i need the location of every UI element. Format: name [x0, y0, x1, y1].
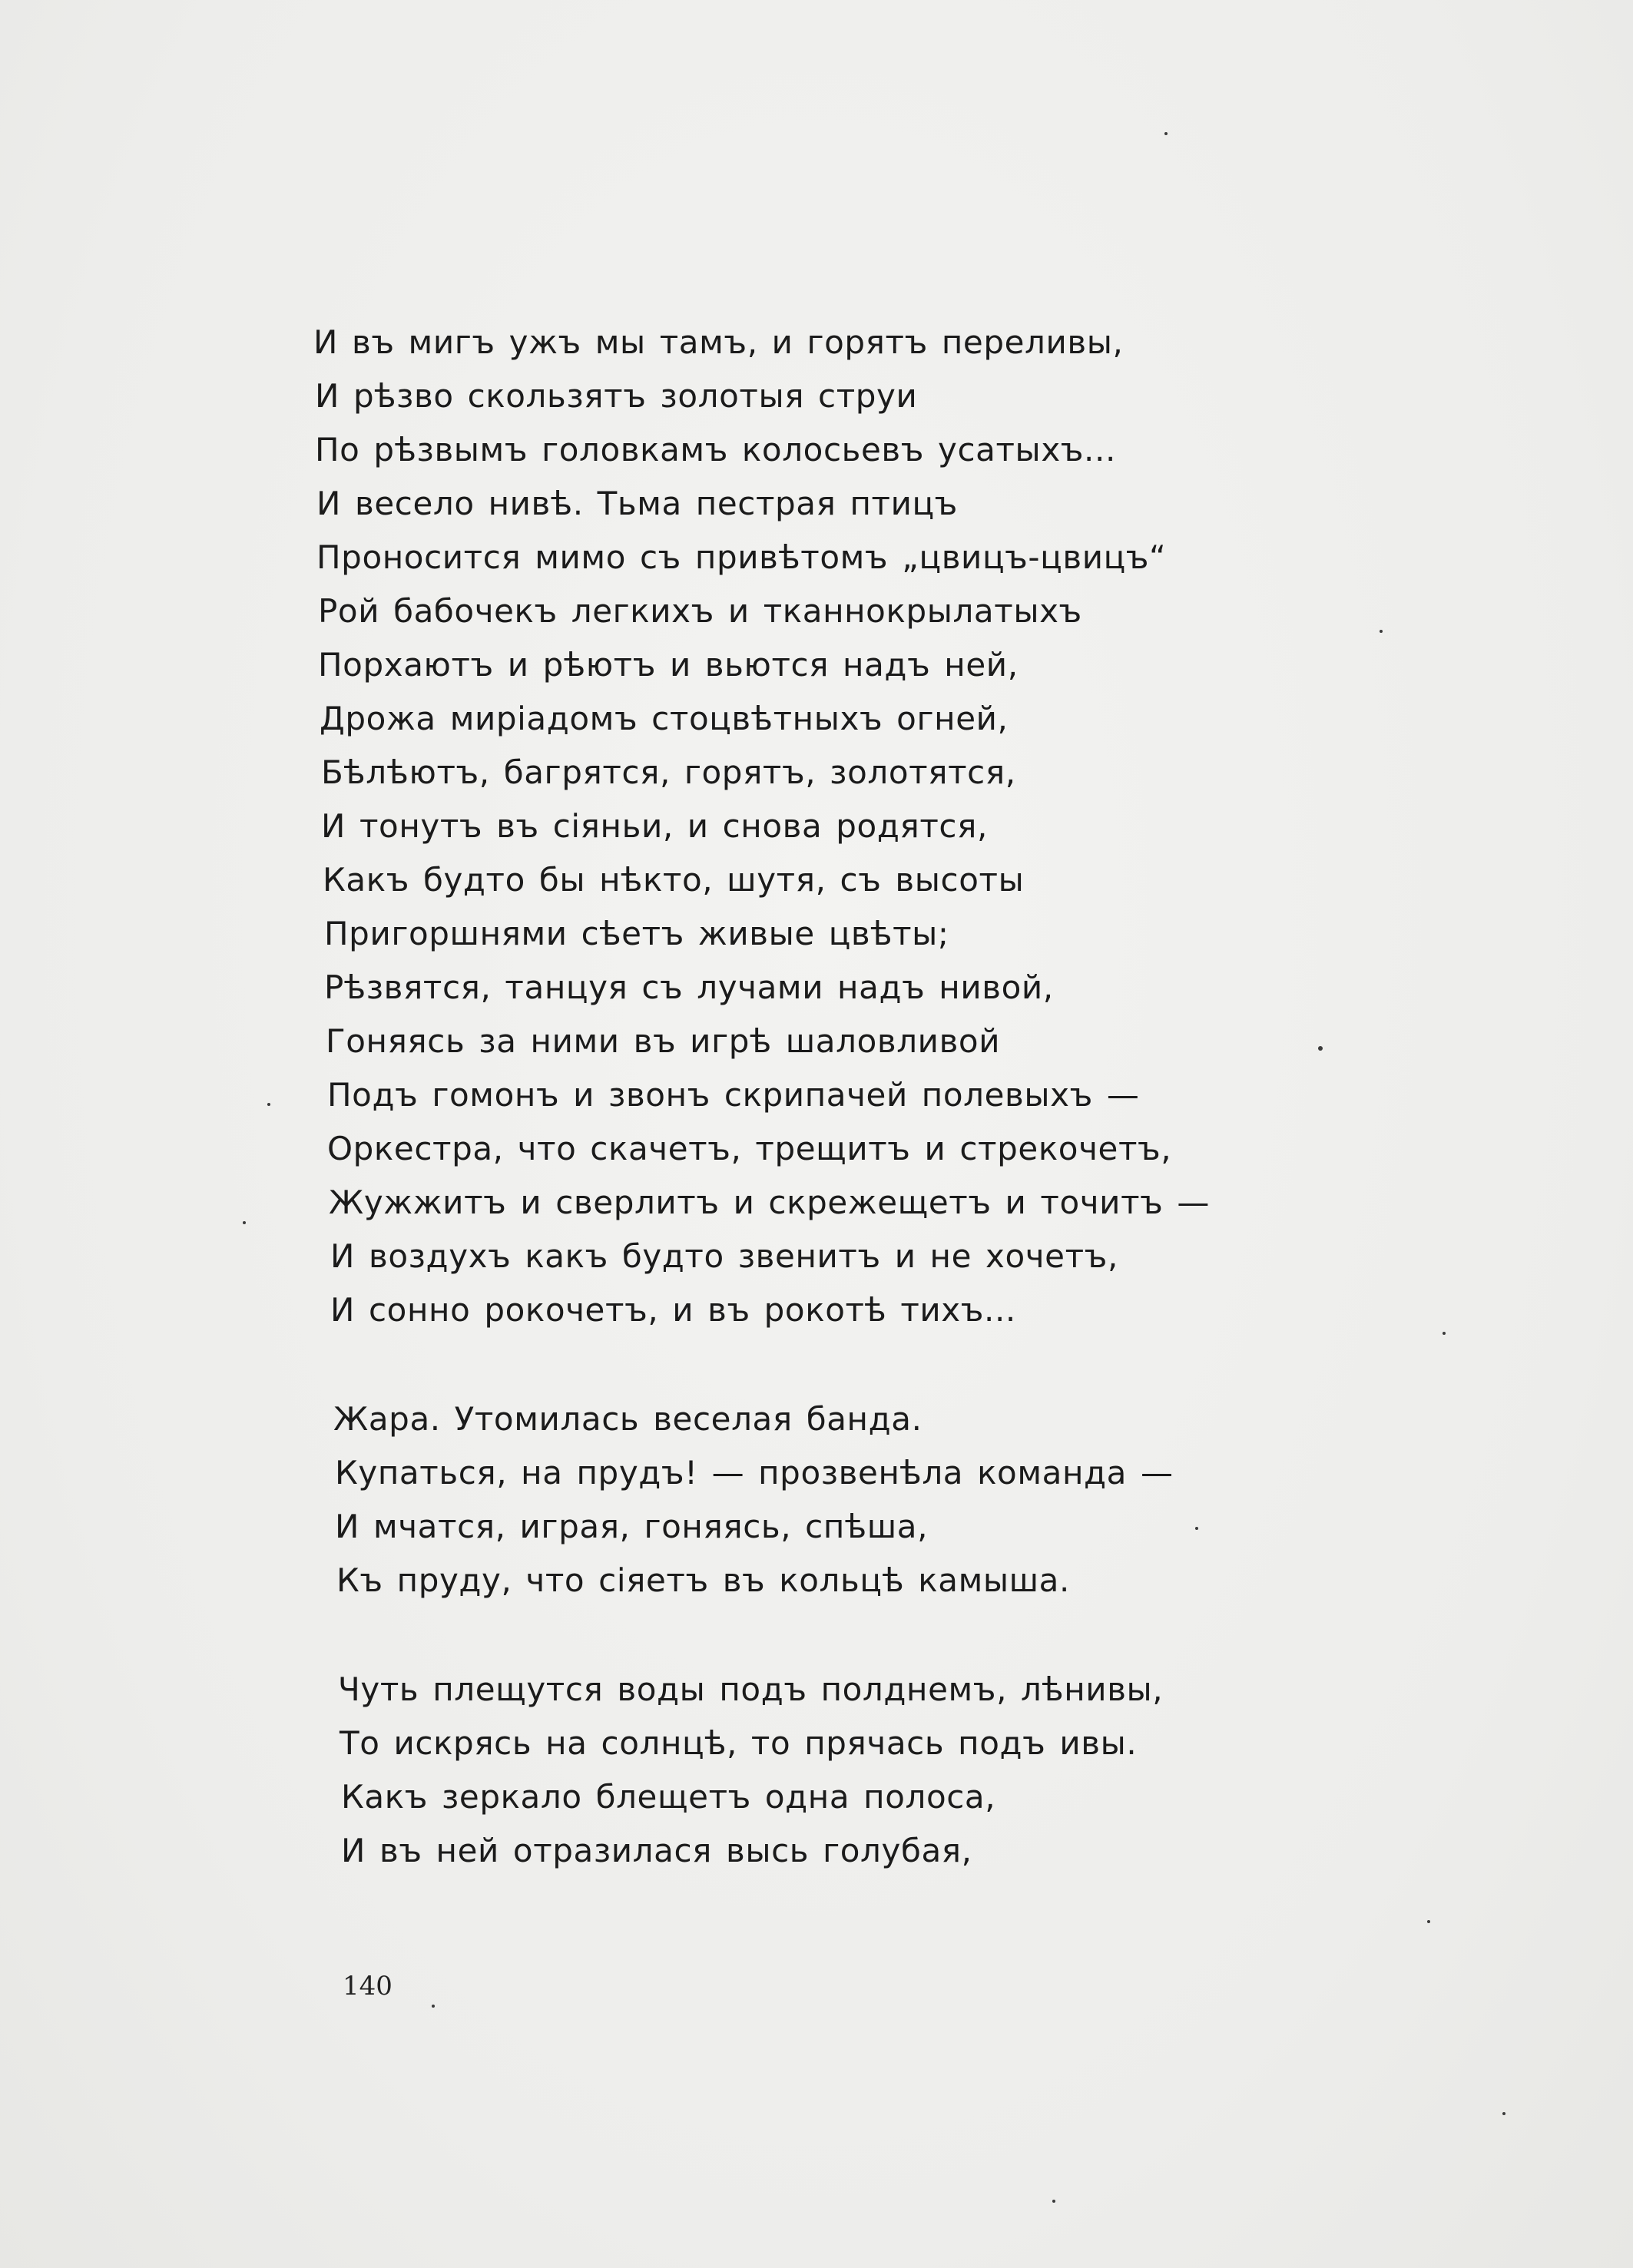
scan-speck	[1380, 630, 1383, 633]
scan-speck	[1195, 1527, 1198, 1530]
scan-speck	[243, 1221, 246, 1224]
poem-line: Оркестра, что скачетъ, трещитъ и стрекочетъ,	[327, 1130, 1172, 1167]
poem-line: И воздухъ какъ будто звенитъ и не хочетъ,	[330, 1237, 1118, 1275]
scan-speck	[432, 2005, 435, 2008]
poem-line: Гоняясь за ними въ игрѣ шаловливой	[326, 1022, 1001, 1060]
poem-line: Купаться, на прудъ! — прозвенѣла команда —	[335, 1454, 1174, 1492]
page-number: 140	[343, 1971, 393, 2001]
poem-line: И мчатся, играя, гоняясь, спѣша,	[335, 1508, 929, 1545]
poem-line: Рѣзвятся, танцуя съ лучами надъ нивой,	[324, 968, 1054, 1006]
poem-line: И въ ней отразилася высь голубая,	[341, 1832, 972, 1869]
poem-line: Проносится мимо съ привѣтомъ „цвицъ-цвицъ“	[316, 538, 1167, 576]
poem-line: И весело нивѣ. Тьма пестрая птицъ	[316, 485, 958, 522]
scan-speck	[1052, 2200, 1055, 2203]
poem-line: Пригоршнями сѣетъ живые цвѣты;	[324, 915, 949, 952]
poem-line: И тонутъ въ сіяньи, и снова родятся,	[321, 807, 988, 845]
poem-line: Какъ будто бы нѣкто, шутя, съ высоты	[323, 861, 1025, 899]
poem-line: Къ пруду, что сіяетъ въ кольцѣ камыша.	[336, 1561, 1070, 1599]
poem-line: Дрожа миріадомъ стоцвѣтныхъ огней,	[320, 700, 1009, 737]
scan-speck	[1502, 2112, 1505, 2115]
scan-speck	[1443, 1332, 1446, 1335]
poem-line: Жара. Утомилась веселая банда.	[333, 1400, 922, 1438]
poem-line: Подъ гомонъ и звонъ скрипачей полевыхъ —	[327, 1076, 1140, 1114]
poem-line: Чуть плещутся воды подъ полднемъ, лѣнивы,	[338, 1670, 1164, 1708]
scan-speck	[1164, 132, 1168, 135]
poem-line: Какъ зеркало блещетъ одна полоса,	[341, 1778, 996, 1816]
poem-line: Порхаютъ и рѣютъ и вьются надъ ней,	[318, 646, 1019, 684]
poem-line: То искрясь на солнцѣ, то прячась подъ ивы.	[340, 1724, 1138, 1762]
poem-line: И сонно рокочетъ, и въ рокотѣ тихъ...	[330, 1291, 1016, 1329]
poem-line: Жужжитъ и сверлитъ и скрежещетъ и точитъ —	[329, 1184, 1210, 1221]
poem-line: Бѣлѣютъ, багрятся, горятъ, золотятся,	[321, 753, 1016, 791]
poem-line: И рѣзво скользятъ золотыя струи	[315, 377, 918, 415]
poem-line: И въ мигъ ужъ мы тамъ, и горятъ переливы,	[313, 323, 1124, 361]
scan-speck	[1318, 1046, 1323, 1051]
scan-speck	[1427, 1920, 1430, 1923]
poem-line: По рѣзвымъ головкамъ колосьевъ усатыхъ...	[315, 431, 1116, 468]
poem-line: Рой бабочекъ легкихъ и тканнокрылатыхъ	[318, 592, 1082, 630]
scan-speck	[267, 1103, 270, 1106]
